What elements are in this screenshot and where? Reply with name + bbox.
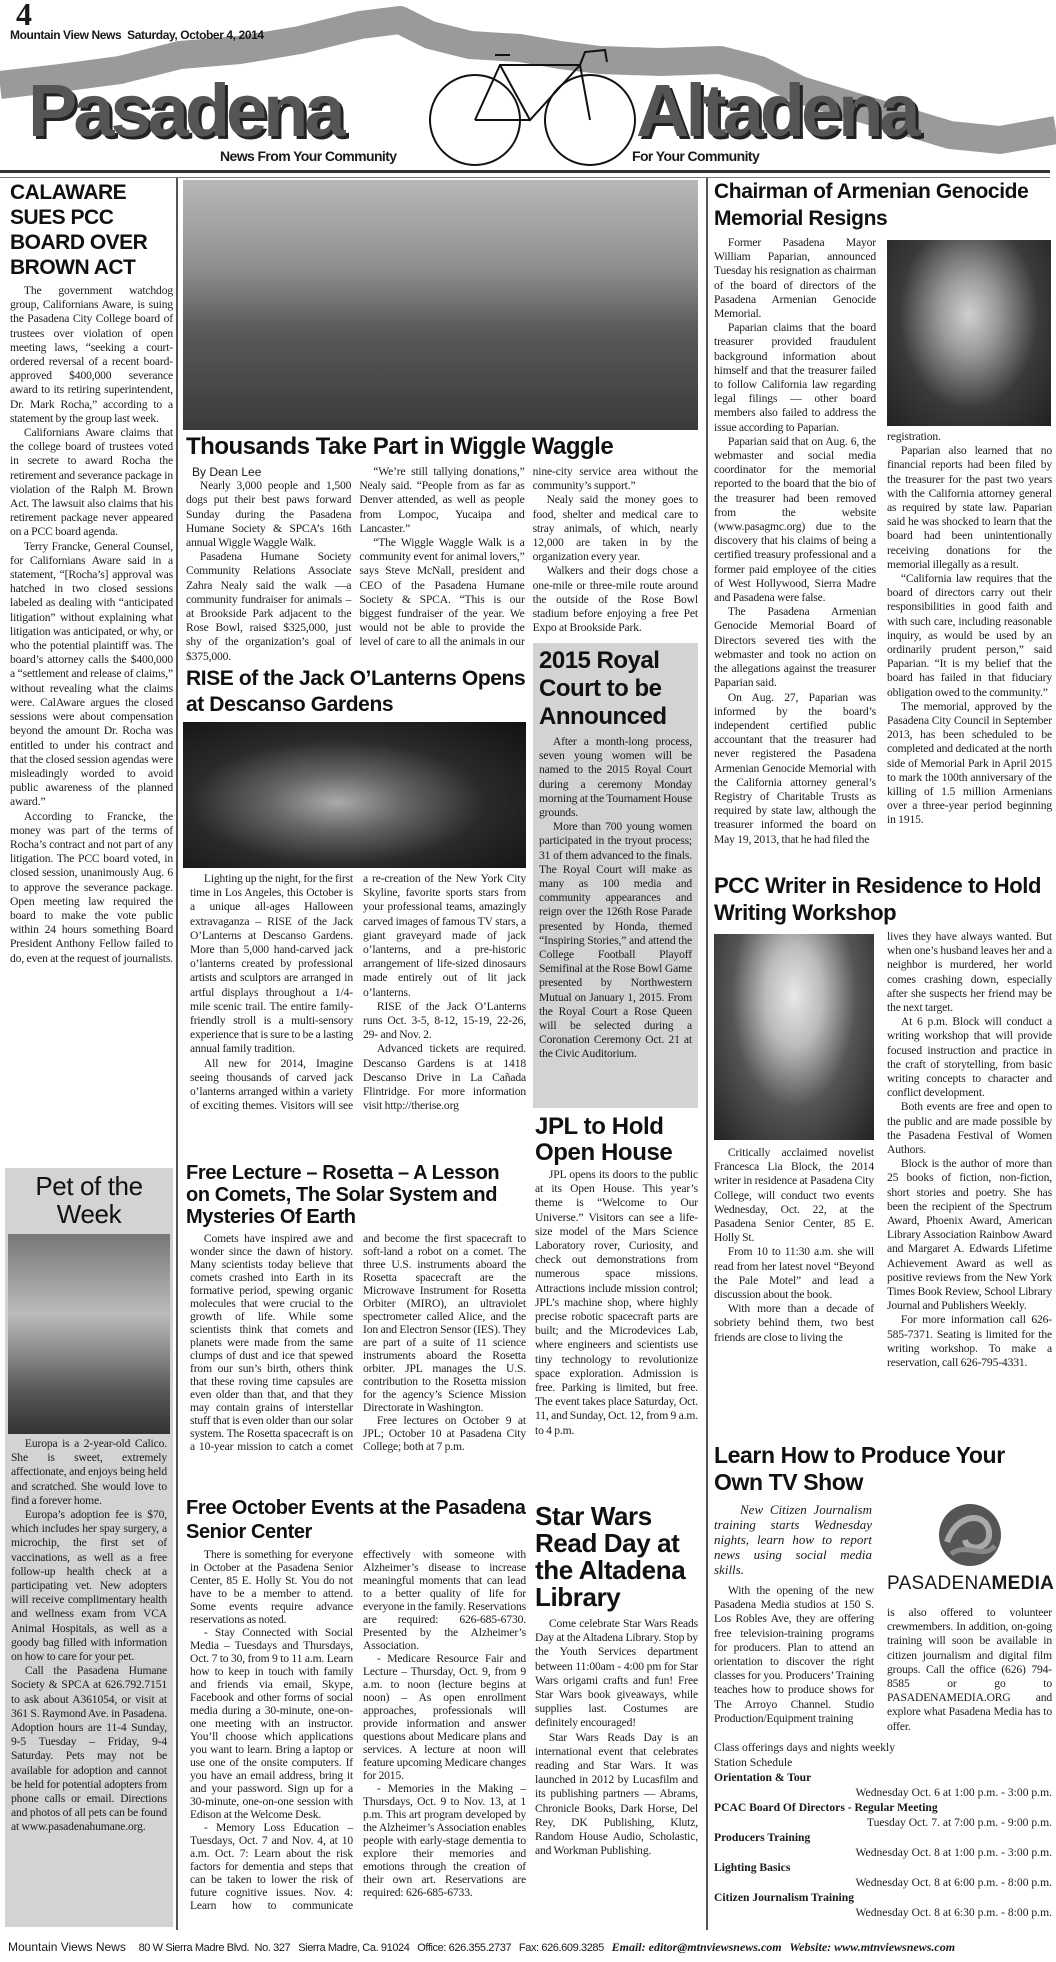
schedule-item-time: Wednesday Oct. 8 at 6:00 p.m. - 8:00 p.m. xyxy=(855,1876,1052,1889)
paragraph: With the opening of the new Pasadena Media studios at 150 S. Los Robles Ave, they are offering free television-training programs for producers. Plan to attend an orientation to discover the right classes for you. Producers’ Training teaches how to produce shows for The Arroyo Channel. Studio Production/Equipment training xyxy=(714,1584,874,1725)
article-headline: Chairman of Armenian Genocide Memorial Resigns xyxy=(714,180,1029,230)
article-body xyxy=(186,1548,526,1912)
article-headline: Star Wars Read Day at the Altadena Library xyxy=(535,1501,686,1612)
paragraph: is also offered to volunteer crewmembers. In addition, on-going training will soon be available in citizen journalism and digital film groups. Call the office (626) 794-8585 or go to PASADENAMEDIA.ORG and explore what Pasadena Media has to offer. xyxy=(887,1606,1052,1733)
article-body xyxy=(535,1168,698,1438)
schedule-item xyxy=(714,1860,1052,1890)
paragraph: More than 700 young women participated in the tryout process; 31 of them advanced to the finals. The Royal Court will make as many as 100 media and community appearances and reign over the 126th Rose Parade presented by Honda, themed “Inspiring Stories,” and attend the College Football Playoff Semifinal at the Rose Bowl Game presented by Northwestern Mutual on January 1, 2015. From the Royal Court a Rose Queen will be selected during a Coronation Ceremony Oct. 21 at the Civic Auditorium. xyxy=(539,820,692,1061)
paragraph: - Memory Loss Education – Tuesdays, Oct. 7 and Nov. 4, at 10 a.m. Oct. 7: Learn about the risk factors for dementia and steps that can be taken to lower the risk of future cognitive issues. Nov. 4: Learn how to communicate effectively with someone with Alzheimer’s disease to increase meaningful moments that can lead to a better quality of life for everyone in the family. Reservations are required: 626-685-6730. Presented by the Alzheimer’s Association. xyxy=(190,1548,526,1912)
schedule-item-title: Orientation & Tour xyxy=(714,1771,812,1784)
article-rosetta-lecture xyxy=(186,1162,526,1453)
paragraph: Terry Francke, General Counsel, for Californians Aware said in a statement, “[Rocha’s] approval was hatched in two closed sessions labeled as dealing with “anticipated litigation” without explaining what litigation was anticipated, or why, or who the potential plaintiff was. The board’s attorney calls the $400,000 a “settlement and release of claims,” without revealing what the claims were. CalAware argues the closed sessions were about compensation beyond the amount Dr. Rocha was entitled to under his contract and that the closed session agendas were misleadingly worded to avoid public awareness of the planned award.” xyxy=(10,539,173,809)
schedule-item-title: Lighting Basics xyxy=(714,1861,791,1874)
article-headline: Thousands Take Part in Wiggle Waggle xyxy=(186,433,614,460)
paragraph: Come celebrate Star Wars Reads Day at the Altadena Library. Stop by the Youth Services department between 11:00am - 4:00 pm for Star Wars origami crafts and fun! Free Star Wars book giveaways, while supplies last. Costumes are definitely encouraged! xyxy=(535,1617,699,1730)
paragraph: On Aug. 27, Paparian was informed by the board’s independent certified public accountant that the treasurer had never registered the Pasadena Armenian Genocide Memorial with the California attorney general’s Registry of Charitable Trusts as required by state law, although the treasurer informed the board on May 19, 2013, that he had filed the xyxy=(714,690,876,846)
article-armenian-memorial xyxy=(714,178,1054,858)
page-footer xyxy=(8,1940,1052,1955)
article-body-left xyxy=(714,1146,874,1345)
page-number: 4 xyxy=(16,0,32,32)
paragraph: Europa is a 2-year-old Calico. She is sweet, extremely affectionate, and enjoys being held and scratched. She would love to find a forever home. xyxy=(11,1437,167,1507)
article-body xyxy=(535,1617,698,1858)
article-body-right xyxy=(887,930,1052,1370)
article-body xyxy=(186,1232,526,1453)
article-body xyxy=(10,284,173,966)
paragraph: The memorial, approved by the Pasadena City Council in September 2013, has been scheduled to be completed and dedicated at the north side of Memorial Park in April 2015 to mark the 100th anniversary of the killing of 1.5 million Armenians over a three-year period beginning in 1915. xyxy=(887,699,1052,827)
paragraph: With more than a decade of sobriety behind them, two best friends are close to living the xyxy=(714,1302,874,1344)
paragraph: Lighting up the night, for the first time in Los Angeles, this October is a unique all-ages Halloween extravaganza – RISE of the Jack O’Lanterns at Descanso Gardens. More than 5,000 hand-carved jack o’lanterns created by professional artists and sculptors are arranged in artful displays throughout a 1/4-mile scenic trail. The entire family-friendly stroll is a multi-sensory experience that is sure to be a lasting annual family tradition. xyxy=(190,872,353,1056)
paragraph: RISE of the Jack O’Lanterns runs Oct. 3-5, 8-12, 15-19, 22-26, 29- and Nov. 2. xyxy=(363,999,526,1042)
schedule-item xyxy=(714,1770,1052,1800)
footer-office-phone: Office: 626.355.2737 xyxy=(417,1942,512,1954)
paragraph: For more information call 626-585-7371. Seating is limited for the writing workshop. To make a reservation, call 626-795-4331. xyxy=(887,1313,1052,1370)
pasadena-media-logo-icon xyxy=(937,1502,1003,1568)
paragraph: All new for 2014, Imagine seeing thousands of carved jack o’lanterns arranged within a variety of exciting themes. Visitors will see a re-creation of the New York City Skyline, favorite sports stars from your professional teams, amazingly carved images of famous TV stars, a giant graveyard made of jack o’lanterns, and a pre-historic arrangement of life-sized dinosaurs made entirely out of lit jack o’lanterns. xyxy=(190,872,526,1113)
article-body xyxy=(186,465,698,664)
article-columns xyxy=(186,465,698,664)
paragraph: Paparian also learned that no financial reports had been filed by the treasurer for the past two years with the California attorney general as required by state law. Paparian said he was shocked to learn that the board had been unintentionally receiving donations for the memorial illegally as a result. xyxy=(887,444,1052,571)
paragraph: registration. xyxy=(887,430,941,443)
article-headline: Free October Events at the Pasadena Senior Center xyxy=(186,1497,526,1543)
paragraph: Paparian said that on Aug. 6, the webmaster and social media coordinator for the memorial reported to the board that the bio of the treasurer had been removed from the website (www.pasagmc.org) due to the discovery that his claims of being a certified treasury professional and a former paid employee of the cities of West Hollywood, Sierra Madre and Pasadena were false. xyxy=(714,434,876,605)
article-pcc-writer xyxy=(714,872,1054,1432)
paragraph: There is something for everyone in October at the Pasadena Senior Center, 85 E. Holly St. You do not have to be a member to attend. Some events require advance reservations as noted. xyxy=(190,1548,353,1626)
paragraph: Star Wars Reads Day is an international event that celebrates reading and Star Wars. It was launched in 2012 by Lucasfilm and its publishing partners — Abrams, Chronicle Books, Dark Horse, Del Rey, DK Publishing, Klutz, Random House Audio, Scholastic, and Workman Publishing. xyxy=(535,1730,698,1858)
paragraph: Walkers and their dogs chose a one-mile or three-mile route around the outside of the Rose Bowl stadium before enjoying a free Pet Expo at Brookside Park. xyxy=(532,564,698,635)
logo-text-bold: MEDIA xyxy=(991,1573,1055,1594)
column-divider xyxy=(176,178,178,1930)
footer-fax: Fax: 626.609.3285 xyxy=(518,1942,604,1954)
paragraph: After a month-long process, seven young women will be named to the 2015 Royal Court during a ceremony Monday morning at the Tournament House grounds. xyxy=(539,735,692,820)
article-rise-jack-olanterns xyxy=(186,666,526,718)
article-headline: RISE of the Jack O’Lanterns Opens at Descanso Gardens xyxy=(186,667,526,716)
paragraph: JPL opens its doors to the public at its Open House. This year’s theme is “Welcome to Our Universe.” Visitors can see a life-size model of the Mars Science Laboratory rover, Curiosity, and check out demonstrations from numerous space missions. Attractions include mission control; JPL’s machine shop, where highly precise robotic spacecraft parts are built; and the Microdevices Lab, where engineers and scientists use tiny technology to revolutionize space exploration. Admission is free. Parking is limited, but free. The event takes place Saturday, Oct. 11, and Sunday, Oct. 12, from 9 a.m. to 4 p.m. xyxy=(535,1168,698,1437)
article-star-wars-read-day xyxy=(535,1503,698,1858)
paragraph: “California law requires that the board of directors carry out their responsibilities in good faith and with such care, including reasonable inquiry, as would be used by an ordinarily prudent person,” said Paparian. “It is my belief that the board has failed in that fiduciary obligation owed to the community.” xyxy=(887,572,1052,699)
paragraph: Nearly 3,000 people and 1,500 dogs put their best paws forward Sunday during the Pasadena Humane Society & SPCA’s 16th annual Wiggle Waggle Walk. xyxy=(186,479,352,550)
footer-email[interactable]: Email: editor@mtnviewsnews.com xyxy=(611,1940,782,1954)
paragraph: Call the Pasadena Humane Society & SPCA at 626.792.7151 to ask about A361054, or visit at 361 S. Raymond Ave. in Pasadena. Adoption hours are 11-4 Sunday, 9-5 Tuesday – Friday, 9-4 Saturday. Pets may not be available for adoption and cannot be held for potential adopters from phone calls or email. Directions and photos of all pets can be found at www.pasadenahumane.org. xyxy=(11,1664,167,1834)
article-body-right xyxy=(887,430,1052,828)
article-body-right xyxy=(887,1606,1052,1734)
schedule-item-title: PCAC Board Of Directors - Regular Meeting xyxy=(714,1801,938,1814)
paragraph: At 6 p.m. Block will conduct a writing workshop that will provide focused instruction and practice in the craft of storytelling, from basic writing concepts to character and conflict development. xyxy=(887,1015,1052,1100)
article-headline: Free Lecture – Rosetta – A Lesson on Comets, The Solar System and Mysteries Of Earth xyxy=(186,1162,500,1228)
pet-of-the-week xyxy=(5,1168,173,1927)
paragraph: Free lectures on October 9 at JPL; October 10 at Pasadena City College; both at 7 p.m. xyxy=(363,1414,526,1453)
tv-intro: New Citizen Journalism training starts Wednesday nights, learn how to report news using social media skills. xyxy=(714,1502,872,1577)
paragraph: Critically acclaimed novelist Francesca Lia Block, the 2014 writer in residence at Pasadena City College, will conduct two events Wednesday, Oct. 22, at the Pasadena Senior Center, 85 E. Holly St. xyxy=(714,1146,874,1245)
footer-website[interactable]: Website: www.mtnviewsnews.com xyxy=(789,1940,956,1954)
paragraph: - Memories in the Making – Thursdays, Oct. 9 to Nov. 13, at 1 p.m. This art program developed by the Alzheimer’s Association enables people with early-stage dementia to explore their memories and emotions through the creation of their own art. Reservations are required: 626-685-6733. xyxy=(363,1782,526,1899)
article-headline: 2015 Royal Court to be Announced xyxy=(539,647,667,730)
wiggle-waggle-photo xyxy=(183,180,698,430)
footer-publication: Mountain Views News xyxy=(8,1940,126,1954)
logo-text-light: PASADENA xyxy=(887,1573,992,1594)
paparian-photo xyxy=(887,240,1051,426)
paragraph: Both events are free and open to the public and are made possible by the Pasadena Festival of Women Authors. xyxy=(887,1100,1052,1157)
masthead-pasadena: Pasadena xyxy=(28,69,342,152)
article-tv-show xyxy=(714,1442,1054,1927)
byline: By Dean Lee xyxy=(192,465,262,479)
article-calaware xyxy=(10,180,173,966)
paragraph: Comets have inspired awe and wonder since the dawn of history. Many scientists today believe that comets crashed into Earth in its formative period, spewing organic molecules that were crucial to the growth of life. While some scientists think that comets and planets were made from the same clumps of dust and ice that spewed from our sun’s birth, others think that these roving time capsules are even older than that, and that they may contain grains of interstellar stuff that is even older than our solar system. The Rosetta spacecraft is on a 10-year mission to catch a comet and become the first spacecraft to soft-land a robot on a comet. The three U.S. instruments aboard the Rosetta spacecraft are the Microwave Instrument for Rosetta Orbiter (MIRO), an ultraviolet spectrometer called Alice, and the Ion and Electron Sensor (IES). They are part of a suite of 11 science instruments aboard the Rosetta orbiter. JPL manages the U.S. contribution to the Rosetta mission for the agency’s Science Mission Directorate in Washington. xyxy=(190,1232,526,1453)
paragraph: According to Francke, the money was part of the terms of Rocha’s contract and not part of any litigation. The PCC board voted, in closed session, unanimously Aug. 6 to approve the severance package. Open meeting law required the board to make the vote public within 24 hours something Board President Anthony Fellow failed to do, even at the request of journalists. xyxy=(10,809,173,965)
tagline-left: News From Your Community xyxy=(220,148,397,164)
paragraph: Europa’s adoption fee is $70, which includes her spay surgery, a microchip, the first set of vaccinations, as well as a free follow-up health check at a participating vet. New adopters will receive complimentary health and wellness exam from VCA Animal Hospitals, as well as a goody bag filled with information on how to care for your pet. xyxy=(11,1508,167,1664)
pasadena-media-wordmark xyxy=(887,1573,1055,1595)
paragraph: Pasadena Humane Society Community Relations Associate Zahra Nealy said the walk —a community fundraiser for animals – at Brookside Park adjacent to the Rose Bowl, raised $325,000, just shy of the organization’s goal of $375,000. xyxy=(186,550,352,663)
paragraph: lives they have always wanted. But when one’s husband leaves her and a neighbor is murdered, her world comes crashing down, especially after she suspects her friend may be the next target. xyxy=(887,930,1052,1015)
article-jpl-open-house xyxy=(535,1114,698,1438)
schedule-item xyxy=(714,1890,1052,1920)
schedule-item xyxy=(714,1800,1052,1830)
article-senior-center-events xyxy=(186,1496,526,1912)
schedule-item-time: Wednesday Oct. 8 at 1:00 p.m. - 3:00 p.m. xyxy=(855,1846,1052,1859)
paragraph: - Medicare Resource Fair and Lecture – Thursday, Oct. 9, from 9 a.m. to noon (lecture begins at noon) – As open enrollment approaches, professionals will provide information and answer questions about Medicare plans and services. A lecture at noon will feature upcoming Medicare changes for 2015. xyxy=(363,1652,526,1782)
article-royal-court xyxy=(533,643,698,1108)
article-headline: PCC Writer in Residence to Hold Writing Workshop xyxy=(714,873,1042,925)
column-divider xyxy=(706,178,708,1930)
schedule-item-title: Producers Training xyxy=(714,1831,811,1844)
francesca-lia-block-photo xyxy=(714,934,874,1140)
jack-olantern-dinosaur-photo xyxy=(183,722,526,868)
schedule-item xyxy=(714,1830,1052,1860)
paragraph: The Pasadena Armenian Genocide Memorial Board of Directors severed ties with the webmaster and took no action on the allegations against the treasurer Paparian said. xyxy=(714,605,876,690)
article-body xyxy=(190,872,526,1113)
article-wiggle-waggle xyxy=(186,431,698,664)
paragraph: Paparian claims that the board treasurer provided fraudulent background information about himself and that the treasurer failed to follow California law regarding legal filings — other board members also failed to address the issue according to Paparian. xyxy=(714,321,876,434)
paragraph: Californians Aware claims that the college board of trustees voted in secrete to award Rocha the retirement and severance package in violation of the Ralph M. Brown Act. The lawsuit also claims that his retirement package never appeared on a PCC board agenda. xyxy=(10,426,173,539)
paragraph: “We’re still tallying donations,” Nealy said. “People from as far as Denver attended, as well as people from Lompoc, Yucaipa and Lancaster.” xyxy=(359,465,525,535)
schedule-item-time: Wednesday Oct. 6 at 1:00 p.m. - 3:00 p.m. xyxy=(855,1786,1052,1799)
station-schedule xyxy=(714,1740,1052,1920)
article-body-left xyxy=(714,1584,874,1726)
paragraph: Block is the author of more than 25 books of fiction, non-fiction, short stories and poetry. She has been the recipient of the Spectrum Award, Phoenix Award, American Library Association Rainbow Award and Margaret A. Edwards Lifetime Achievement Award as well as positive reviews from the New York Times Book Review, School Library Journal and Publishers Weekly. xyxy=(887,1157,1052,1313)
paragraph: Nealy said the money goes to food, shelter and medical care to stray animals, of which, nearly 12,000 are taken in by the organization every year. xyxy=(532,493,698,564)
schedule-item-title: Citizen Journalism Training xyxy=(714,1891,854,1904)
article-body xyxy=(533,731,698,1062)
masthead-altadena: Altadena xyxy=(636,69,917,152)
schedule-item-time: Tuesday Oct. 7. at 7:00 p.m. - 9:00 p.m. xyxy=(866,1816,1052,1829)
paragraph: Advanced tickets are required. Descanso Gardens is at 1418 Descanso Drive in La Cañada Flintridge. For more information visit http://therise.org xyxy=(363,1042,526,1113)
class-offerings-note: Class offerings days and nights weekly xyxy=(714,1741,896,1754)
tagline-right: For Your Community xyxy=(632,148,760,164)
paragraph: Former Pasadena Mayor William Paparian, announced Tuesday his resignation as chairman of the board of directors of the Pasadena Armenian Genocide Memorial. xyxy=(714,236,876,321)
article-headline: JPL to Hold Open House xyxy=(535,1113,673,1166)
article-headline: CALAWARE SUES PCC BOARD OVER BROWN ACT xyxy=(10,181,148,279)
dateline: Mountain View News Saturday, October 4, 2014 xyxy=(10,28,264,42)
pet-body xyxy=(5,1434,173,1835)
paragraph: - Stay Connected with Social Media – Tuesdays and Thursdays, Oct. 7 to 30, from 9 to 11 a.m. Learn how to keep in touch with family and friends via email, Skype, Facebook and other forms of social media during a 30-minute, one-on-one meeting with an instructor. You’ll choose which applications you want to learn. Bring a laptop or use one of the onsite computers. If you have an email address, bring it and your password. Sign up for a 30-minute, one-on-one session with Edison at the Welcome Desk. xyxy=(190,1626,353,1821)
pet-headline: Pet of the Week xyxy=(35,1171,143,1229)
paragraph: From 10 to 11:30 a.m. she will read from her latest novel “Beyond the Pale Motel” and lead a discussion about the book. xyxy=(714,1245,874,1302)
schedule-item-time: Wednesday Oct. 8 at 6:30 p.m. - 8:00 p.m. xyxy=(855,1906,1052,1919)
masthead-rule xyxy=(0,170,1050,178)
schedule-label: Station Schedule xyxy=(714,1756,793,1769)
article-headline: Learn How to Produce Your Own TV Show xyxy=(714,1442,1005,1495)
masthead xyxy=(0,0,1056,176)
article-body-left xyxy=(714,236,876,847)
pet-photo xyxy=(8,1234,170,1434)
footer-address: 80 W Sierra Madre Blvd. No. 327 Sierra Madre, Ca. 91024 xyxy=(138,1942,410,1954)
paragraph: “The Wiggle Waggle Walk is a community event for animal lovers,” says Steve McNall, president and CEO of the Pasadena Humane Society & SPCA. “This is our biggest fundraiser of the year. We would not be able to provide the level of care to all the animals in our nine-city service area without the community’s support.” xyxy=(359,465,698,649)
paragraph: The government watchdog group, Californians Aware, is suing the Pasadena City College board of trustees over violation of open meeting laws, “seeking a court-ordered reversal of a recent board-approved $400,000 severance award to its retiring superintendent, Dr. Mark Rocha,” according to a statement by the group last week. xyxy=(10,284,173,425)
pasadena-media-logo xyxy=(887,1502,1055,1602)
